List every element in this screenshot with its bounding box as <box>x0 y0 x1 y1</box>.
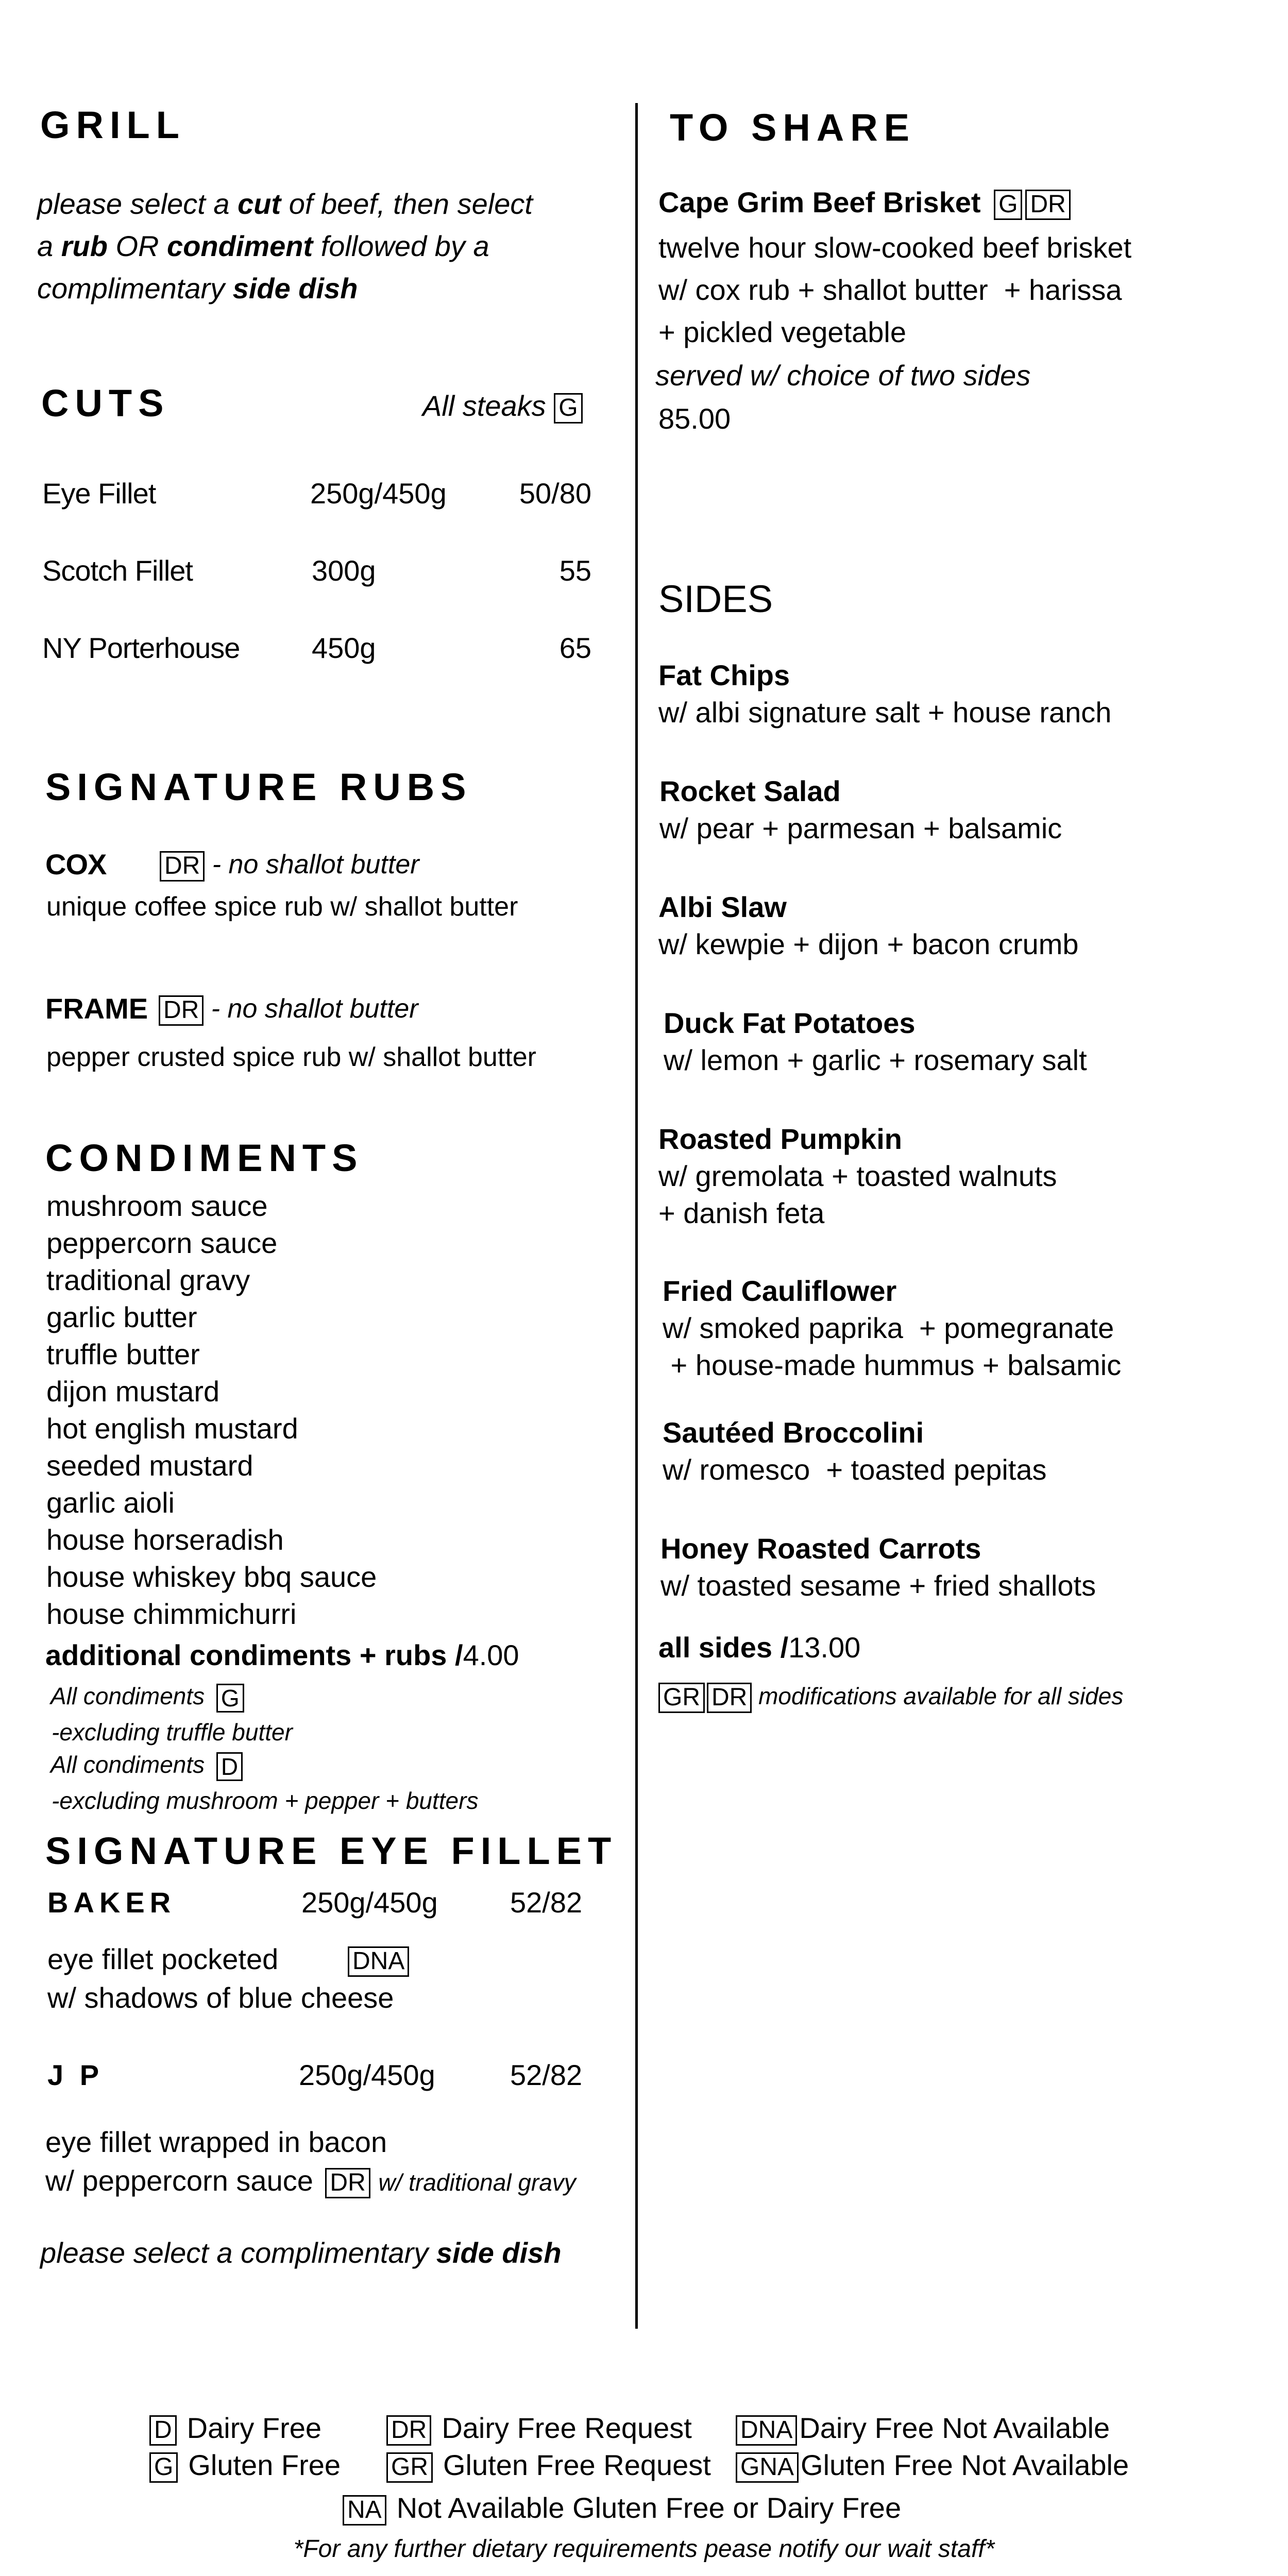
cut-weight: 450g <box>312 632 376 664</box>
rub-cox-desc: unique coffee spice rub w/ shallot butter <box>46 892 518 922</box>
legend-label: Not Available Gluten Free or Dairy Free <box>396 2492 902 2524</box>
rub-frame-note <box>159 993 418 1026</box>
gluten-free-badge: G <box>554 393 582 423</box>
side-item <box>659 773 1062 847</box>
condiments-dairy-sub: -excluding mushroom + pepper + butters <box>52 1787 479 1814</box>
jp-weight: 250g/450g <box>299 2059 435 2091</box>
note1-text: All condiments <box>50 1683 205 1709</box>
intro-text: followed by a <box>313 230 489 262</box>
condiments-dairy-note <box>50 1751 243 1781</box>
brisket-price: 85.00 <box>658 402 731 435</box>
jp-note: w/ traditional gravy <box>378 2169 576 2196</box>
rub-cox-note-text: - no shallot butter <box>212 850 419 879</box>
condiment-item: house horseradish <box>46 1523 284 1556</box>
side-desc: w/ gremolata + toasted walnuts <box>658 1160 1057 1192</box>
dairy-free-request-badge: DR <box>325 2168 370 2198</box>
intro-line <box>37 225 533 267</box>
condiment-item: peppercorn sauce <box>46 1227 278 1259</box>
side-item <box>663 1273 1121 1384</box>
jp-desc2: w/ peppercorn sauce <box>45 2164 313 2197</box>
side-desc: w/ smoked paprika + pomegranate <box>663 1312 1114 1344</box>
additional-label: additional condiments + rubs / <box>45 1639 463 1671</box>
gluten-free-badge: G <box>149 2452 178 2483</box>
gluten-free-badge: G <box>216 1684 244 1713</box>
footer-bold: side dish <box>436 2236 562 2269</box>
side-name: Honey Roasted Carrots <box>660 1532 981 1565</box>
jp-price: 52/82 <box>510 2059 583 2091</box>
cut-weight: 300g <box>312 554 376 587</box>
brisket-desc-line: twelve hour slow-cooked beef brisket <box>658 231 1132 264</box>
condiments-heading: CONDIMENTS <box>45 1137 364 1179</box>
intro-text: complimentary <box>37 272 233 304</box>
baker-desc1: eye fillet pocketed <box>47 1943 279 1975</box>
side-name: Duck Fat Potatoes <box>664 1007 916 1039</box>
dairy-free-badge: D <box>149 2415 177 2446</box>
rub-frame-note-text: - no shallot butter <box>211 994 418 1024</box>
condiments-gluten-note <box>50 1682 244 1713</box>
additional-price: 4.00 <box>463 1639 519 1671</box>
grill-intro <box>37 183 533 310</box>
cut-name: NY Porterhouse <box>42 632 240 664</box>
condiments-gluten-sub: -excluding truffle butter <box>52 1719 293 1745</box>
intro-text: a <box>37 230 61 262</box>
legend-label: Dairy Free <box>187 2412 322 2444</box>
intro-emphasis: rub <box>61 230 108 262</box>
side-name: Fried Cauliflower <box>663 1275 897 1307</box>
side-dish-footer <box>40 2236 562 2269</box>
legend-item <box>386 2448 711 2483</box>
condiment-item: house whiskey bbq sauce <box>46 1561 377 1593</box>
condiment-item: garlic aioli <box>46 1486 175 1519</box>
cut-name: Eye Fillet <box>42 477 156 510</box>
side-item <box>658 1121 1057 1232</box>
brisket-served: served w/ choice of two sides <box>655 359 1031 392</box>
intro-emphasis: cut <box>238 188 281 220</box>
side-desc: w/ toasted sesame + fried shallots <box>660 1569 1096 1602</box>
condiment-item: house chimmichurri <box>46 1598 297 1630</box>
sides-heading: SIDES <box>658 578 773 620</box>
jp-desc2-row <box>45 2164 576 2198</box>
dairy-free-not-available-badge: DNA <box>348 1946 409 1977</box>
dairy-free-request-badge: DR <box>160 851 205 882</box>
dairy-free-request-badge: DR <box>707 1683 752 1713</box>
gluten-free-not-available-badge: GNA <box>736 2452 799 2483</box>
baker-name: BAKER <box>47 1886 176 1919</box>
legend-item <box>343 2491 901 2526</box>
dairy-free-not-available-badge: DNA <box>736 2415 797 2446</box>
intro-emphasis: side dish <box>232 272 358 304</box>
gluten-free-request-badge: GR <box>386 2452 433 2483</box>
condiment-item: truffle butter <box>46 1338 200 1370</box>
all-sides-label: all sides / <box>658 1631 789 1664</box>
side-desc: w/ kewpie + dijon + bacon crumb <box>658 928 1079 960</box>
side-name: Sautéed Broccolini <box>663 1416 924 1449</box>
cut-price: 50/80 <box>519 477 591 510</box>
legend-item <box>149 2448 341 2483</box>
side-name: Rocket Salad <box>659 775 841 807</box>
side-desc: + danish feta <box>658 1197 825 1229</box>
cuts-note-text: All steaks <box>422 389 546 422</box>
rub-cox-name: COX <box>45 848 107 880</box>
rubs-heading: SIGNATURE RUBS <box>45 766 472 808</box>
dairy-free-request-badge: DR <box>386 2415 431 2446</box>
brisket-name-row <box>658 185 1071 220</box>
jp-desc1: eye fillet wrapped in bacon <box>45 2126 387 2158</box>
condiment-item: mushroom sauce <box>46 1190 268 1222</box>
intro-line <box>37 183 533 225</box>
cut-weight: 250g/450g <box>310 477 447 510</box>
intro-text: please select a <box>37 188 238 220</box>
gluten-free-request-badge: GR <box>658 1683 705 1713</box>
condiment-item: traditional gravy <box>46 1264 250 1296</box>
baker-desc2: w/ shadows of blue cheese <box>47 1981 394 2014</box>
side-desc: w/ romesco + toasted pepitas <box>663 1453 1047 1486</box>
cut-price: 65 <box>559 632 591 664</box>
signature-eye-fillet-heading: SIGNATURE EYE FILLET <box>45 1829 618 1872</box>
side-item <box>664 1005 1087 1079</box>
dairy-free-request-badge: DR <box>1025 190 1070 220</box>
side-item <box>658 889 1079 963</box>
condiment-item: garlic butter <box>46 1301 197 1333</box>
dietary-footnote: *For any further dietary requirements pease notify our wait staff* <box>293 2535 995 2563</box>
side-item <box>663 1414 1047 1488</box>
brisket-name: Cape Grim Beef Brisket <box>658 186 981 218</box>
cuts-heading: CUTS <box>41 382 170 425</box>
legend-label: Gluten Free Request <box>443 2449 711 2481</box>
side-desc: + house-made hummus + balsamic <box>663 1349 1122 1381</box>
rub-frame-name: FRAME <box>45 992 148 1025</box>
baker-weight: 250g/450g <box>301 1886 438 1919</box>
legend-label: Dairy Free Not Available <box>799 2412 1110 2444</box>
legend-label: Dairy Free Request <box>442 2412 692 2444</box>
sides-mod-note <box>658 1682 1123 1713</box>
not-available-badge: NA <box>343 2495 386 2526</box>
note2-text: All condiments <box>50 1751 205 1778</box>
mod-note-text: modifications available for all sides <box>758 1683 1124 1709</box>
intro-text: of beef, then select <box>281 188 533 220</box>
intro-line <box>37 267 533 310</box>
to-share-heading: TO SHARE <box>670 106 916 149</box>
additional-condiments <box>45 1638 519 1672</box>
cuts-note <box>422 389 583 423</box>
intro-emphasis: condiment <box>167 230 313 262</box>
cut-name: Scotch Fillet <box>42 554 193 587</box>
legend-item <box>149 2411 321 2446</box>
condiment-item: dijon mustard <box>46 1375 220 1408</box>
dairy-free-request-badge: DR <box>159 995 204 1026</box>
condiment-item: hot english mustard <box>46 1412 298 1445</box>
cut-price: 55 <box>559 554 591 587</box>
column-divider <box>635 103 638 2329</box>
side-name: Albi Slaw <box>658 891 787 923</box>
side-desc: w/ albi signature salt + house ranch <box>658 696 1112 728</box>
condiments-list <box>46 1188 377 1633</box>
rub-cox-note <box>160 849 419 882</box>
gluten-free-badge: G <box>994 190 1022 220</box>
condiment-item: seeded mustard <box>46 1449 253 1482</box>
side-item <box>658 657 1111 731</box>
all-sides-value: 13.00 <box>788 1631 861 1664</box>
baker-badge-wrap <box>348 1942 409 1977</box>
side-name: Fat Chips <box>658 659 790 691</box>
side-desc: w/ lemon + garlic + rosemary salt <box>664 1044 1087 1076</box>
side-item <box>660 1530 1096 1604</box>
dairy-free-badge: D <box>216 1752 243 1782</box>
side-name: Roasted Pumpkin <box>658 1123 902 1155</box>
legend-label: Gluten Free <box>188 2449 341 2481</box>
baker-price: 52/82 <box>510 1886 583 1919</box>
brisket-desc-line: + pickled vegetable <box>658 316 907 348</box>
grill-heading: GRILL <box>40 104 185 146</box>
footer-plain: please select a complimentary <box>40 2236 436 2269</box>
brisket-desc <box>658 227 1131 353</box>
rub-frame-desc: pepper crusted spice rub w/ shallot butter <box>46 1042 536 1072</box>
all-sides-price <box>658 1631 860 1664</box>
legend-item <box>386 2411 692 2446</box>
legend-label: Gluten Free Not Available <box>801 2449 1129 2481</box>
legend-item <box>736 2411 1110 2446</box>
jp-name: J P <box>47 2059 104 2091</box>
side-desc: w/ pear + parmesan + balsamic <box>659 812 1062 844</box>
brisket-desc-line: w/ cox rub + shallot butter + harissa <box>658 274 1122 306</box>
legend-item <box>736 2448 1129 2483</box>
intro-text: OR <box>107 230 167 262</box>
